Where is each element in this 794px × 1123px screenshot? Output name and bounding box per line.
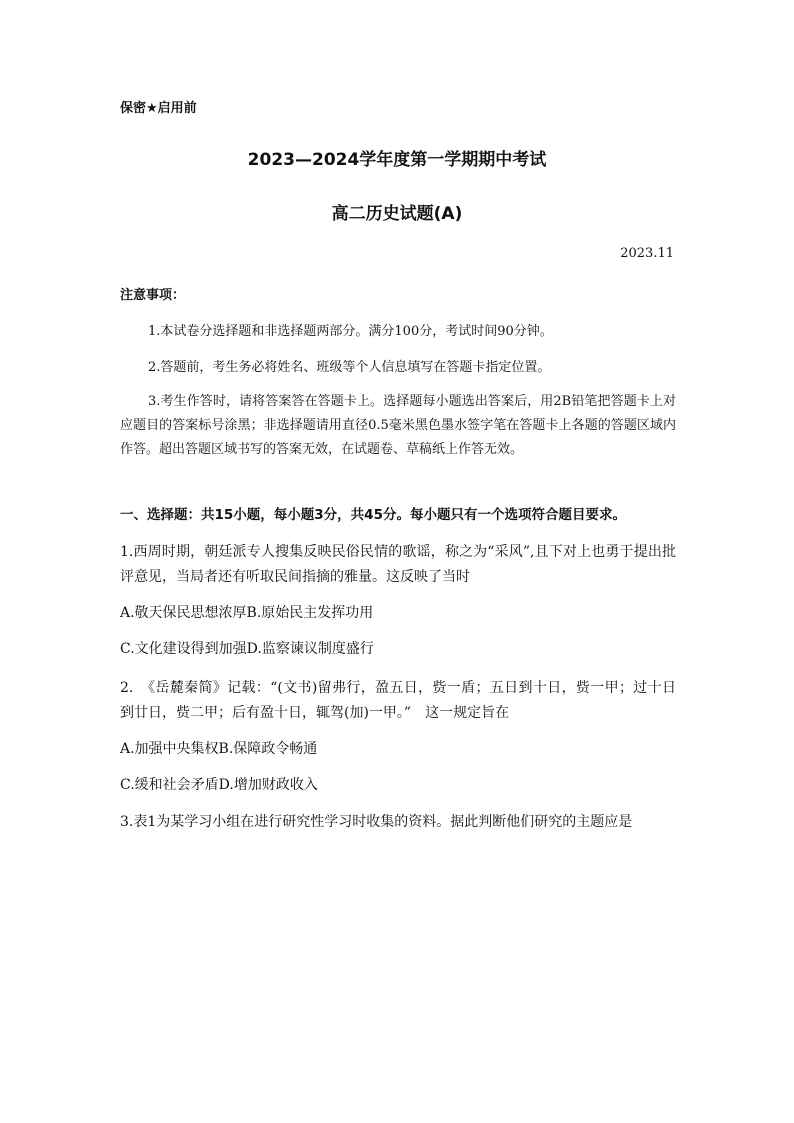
- question-2-options-ab: A.加强中央集权B.保障政令畅通: [120, 741, 318, 757]
- notice-item-1: 1.本试卷分选择题和非选择题两部分。满分100分，考试时间90分钟。: [148, 324, 553, 339]
- exam-date: 2023.11: [620, 246, 674, 261]
- notice-item-2: 2.答题前，考生务必将姓名、班级等个人信息填写在答题卡指定位置。: [148, 360, 551, 375]
- notice-item-3: 3.考生作答时，请将答案答在答题卡上。选择题每小题选出答案后，用2B铅笔把答题卡上对应题目的答案标号涂黑；非选择题请用直径0.5毫米黑色墨水签字笔在答题卡上各题的答题区域内作答。超出答题区域书写的答案无效，在试题卷、草稿纸上作答无效。: [120, 394, 676, 457]
- question-1-options-ab: A.敬天保民思想浓厚B.原始民主发挥功用: [120, 605, 374, 621]
- question-2-options-cd: C.缓和社会矛盾D.增加财政收入: [120, 777, 318, 793]
- notice-heading: 注意事项：: [120, 288, 186, 303]
- exam-title: 2023—2024学年度第一学期期中考试: [247, 150, 547, 170]
- question-3-stem: 3.表1为某学习小组在进行研究性学习时收集的资料。据此判断他们研究的主题应是: [120, 814, 633, 830]
- question-1-stem: 1.西周时期，朝廷派专人搜集反映民俗民情的歌谣，称之为“采风”,且下对上也勇于提出批评意见，当局者还有听取民间指摘的雅量。这反映了当时: [120, 544, 676, 585]
- question-1-options-cd: C.文化建设得到加强D.监察谏议制度盛行: [120, 641, 374, 657]
- section-heading: 一、选择题：共15小题，每小题3分，共45分。每小题只有一个选项符合题目要求。: [120, 507, 626, 523]
- subject-title: 高二历史试题(A): [331, 204, 463, 224]
- confidential-label: 保密★启用前: [120, 101, 197, 116]
- question-2-stem: 2. 《岳麓秦简》记载：“(文书)留弗行，盈五日，赀一盾；五日到十日，赀一甲；过十日到廿日，赀二甲；后有盈十日，辄驾(加)一甲。” 这一规定旨在: [120, 680, 676, 721]
